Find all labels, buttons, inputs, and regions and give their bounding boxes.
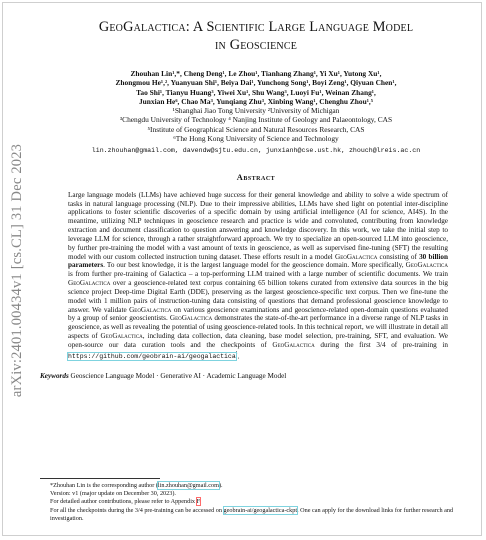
affiliation-line-4: ⁶The Hong Kong University of Science and Technology — [173, 134, 339, 144]
footnote-text: ). — [218, 482, 223, 489]
abstract-segment: during the first 3/4 of pre-training in — [314, 341, 448, 350]
model-name: GeoGalactica — [335, 252, 378, 261]
keywords-line — [40, 372, 472, 380]
author-line-4: Junxian He⁶, Chao Ma³, Yunqiang Zhu³, Xinbing Wang¹, Chenghu Zhou¹,⁵ — [138, 96, 373, 106]
title-line-1: GeoGalactica: A Scientific Large Language Model — [98, 19, 414, 35]
abstract-text — [68, 191, 448, 362]
footnote-text: *Zhouhan Lin is the corresponding author ( — [50, 482, 158, 489]
abstract-segment: consisting of — [377, 252, 420, 261]
model-name: GeoGalactica — [405, 261, 448, 270]
author-line-1: Zhouhan Lin¹,*, Cheng Deng¹, Le Zhou¹, Tianhang Zhang¹, Yi Xu¹, Yutong Xu¹, — [130, 69, 382, 78]
abstract-segment: over a geoscience-related text corpus containing 65 billion tokens curated from extensive data sources in the big science project Deep-time Digital Earth (DDE), preserving as the largest geoscience-specific text corpus. Then we fine-tune the model with 1 million pairs of instruction-tuning data consisting of questions that demand professional geoscience knowledge to answer. We validate — [68, 279, 448, 314]
abstract-segment: is from further pre-training of Galactica – a top-performing LLM trained with a large number of scientific documents. We train — [68, 270, 448, 279]
footnote-text: . One can apply for the download links for further research and investigation. — [50, 506, 454, 522]
footnote-text: For detailed author contributions, please refer to Appendix — [50, 498, 197, 506]
abstract-segment: demonstrates the state-of-the-art performance in a diverse range of NLP tasks in geoscience, as well as revealing the potential of using geoscience-related tools. In this technical report, we will illustrate in detail all aspects of — [68, 314, 449, 341]
title-line-2: in Geoscience — [214, 37, 298, 53]
author-block — [40, 69, 472, 156]
paper-body — [40, 0, 472, 380]
footnotes — [40, 478, 470, 523]
abstract-heading: Abstract — [236, 172, 276, 182]
affiliations — [40, 106, 472, 143]
affiliation-line-1: ¹Shanghai Jiao Tong University ²University of Michigan — [172, 106, 340, 116]
footnote-corresponding — [40, 482, 470, 490]
footnote-checkpoints — [40, 507, 470, 523]
keywords-label: Keywords — [40, 372, 69, 381]
footnote-text: . — [199, 498, 202, 506]
model-name: GeoGalactica — [68, 279, 111, 288]
model-name: GeoGalactica — [272, 341, 315, 350]
model-name: GeoGalactica — [100, 332, 143, 341]
author-names — [40, 69, 472, 106]
arxiv-stamp — [4, 120, 32, 420]
model-name: GeoGalactica — [169, 314, 213, 323]
abstract-segment: on various geoscience examinations and geoscience-related open-domain questions evaluated by a group of senior geoscientists. — [68, 305, 448, 323]
abstract-segment: , including data collection, data cleaning, base model selection, pre-training, SFT, and evaluation. We open-source our data curation tools and the checkpoints of — [68, 332, 448, 350]
affiliation-line-2: ³Chengdu University of Technology ⁴ Nanjing Institute of Geology and Palaeontology, CAS — [119, 115, 393, 125]
author-emails: lin.zhouhan@gmail.com, davendw@sjtu.edu.cn, junxianh@cse.ust.hk, zhouch@lreis.ac.cn — [91, 147, 421, 155]
checkpoint-link[interactable]: geobrain-ai/geogalactica-ckpt — [223, 506, 298, 514]
github-link[interactable]: https://github.com/geobrain-ai/geogalactica — [68, 353, 236, 361]
author-line-3: Tao Shi¹, Tianyu Huang³, Yiwei Xu¹, Shu Wang³, Luoyi Fu¹, Weinan Zhang¹, — [136, 87, 376, 97]
affiliation-line-3: ⁵Institute of Geographical Science and Natural Resources Research, CAS — [147, 124, 365, 134]
arxiv-stamp-text: arXiv:2401.00434v1 [cs.CL] 31 Dec 2023 — [9, 143, 26, 397]
model-name: GeoGalactica — [129, 305, 172, 314]
footnote-ref[interactable]: ¹ — [235, 350, 238, 357]
footnote-version: Version: v1 (major update on December 30, 2023). — [50, 490, 176, 498]
footnote-text: For all the checkpoints during the 3/4 pre-training can be accessed on — [50, 506, 224, 514]
abstract-segment: . — [237, 352, 240, 361]
abstract-segment: Large language models (LLMs) have achieved huge success for their general knowledge and ability to solve a wide spectrum of tasks in natural language processing (NLP). Due to their impressive abilities, LLMs have shed light on potential inter-discipline applications to foster scientific discoveries of a specific domain by using artificial intelligence (AI for science, AI4S). In the meantime, utilizing NLP techniques in geoscience research and practice is wide and convoluted, contributing from knowledge extraction and document classification to question answering and knowledge discovery. In this work, we take the initial step to leverage LLM for science, through a rather straightforward approach. We try to specialize an open-sourced LLM into geoscience, by further pre-training the model with a vast amount of texts in geoscience, as well as supervised fine-tuning (SFT) the resulting model with our custom collected instruction tuning dataset. These efforts result in a model — [68, 190, 448, 261]
appendix-ref-link[interactable]: F — [196, 498, 200, 506]
footnote-contributions — [40, 498, 470, 506]
keywords-text: Geoscience Language Model · Generative AI · Academic Language Model — [70, 372, 287, 381]
author-line-2: Zhongmou He¹,², Yuanyuan Shi¹, Beiya Dai¹, Yunchong Song¹, Boyi Zeng¹, Qiyuan Chen¹, — [115, 78, 397, 88]
paper-title — [40, 18, 472, 54]
parameter-count: 30 billion parameters — [68, 252, 449, 270]
footnote-rule — [40, 478, 160, 479]
corresponding-email-link[interactable]: lin.zhouhan@gmail.com — [157, 482, 219, 489]
abstract-segment: . To our best knowledge, it is the largest language model for the geoscience domain. More specifically, — [103, 261, 406, 270]
